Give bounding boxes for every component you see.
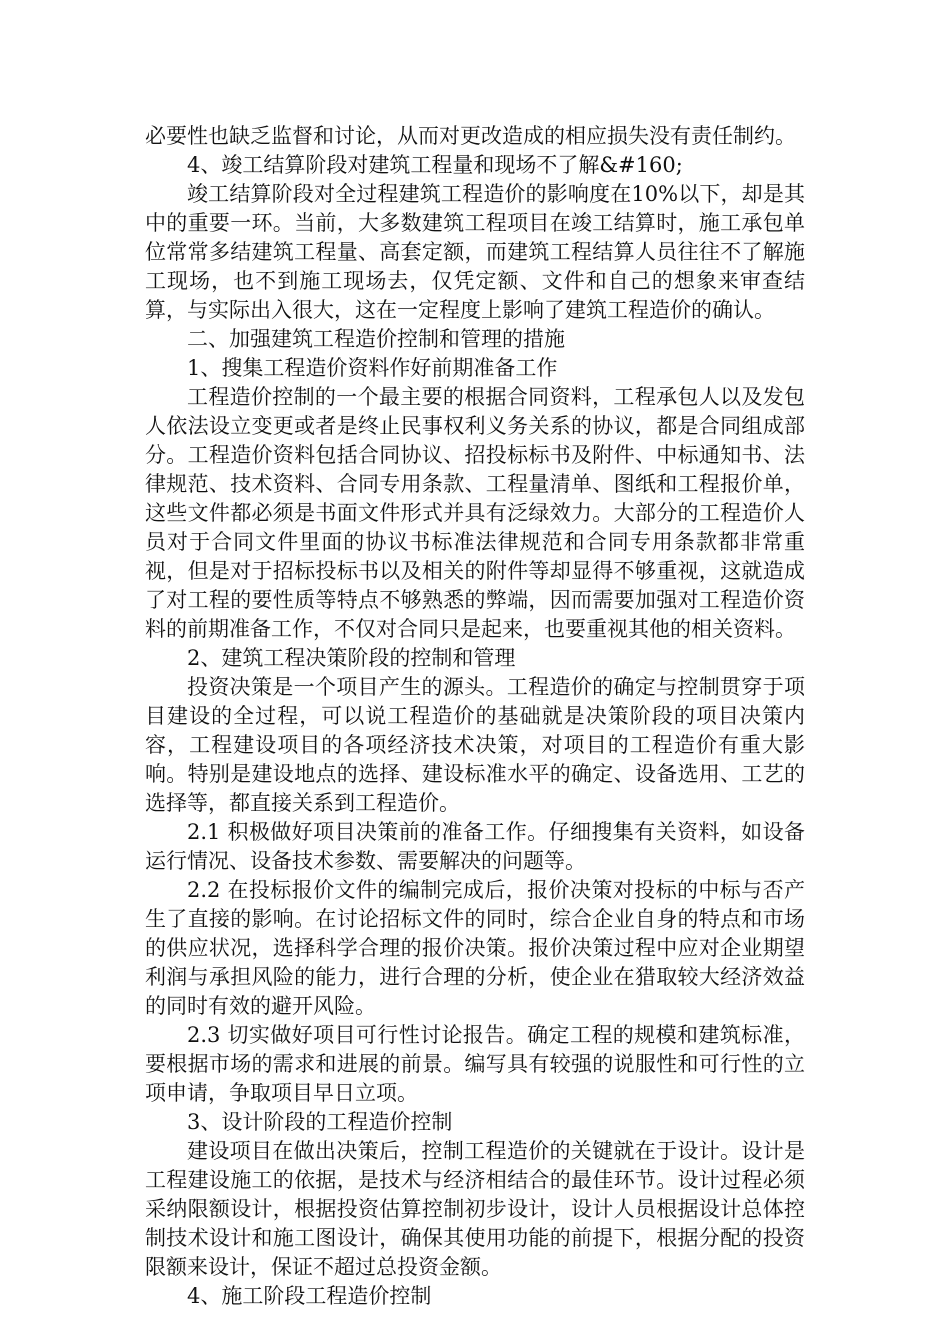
- document-page: [145, 122, 805, 1311]
- paragraph-2-3: 2.3 切实做好项目可行性讨论报告。确定工程的规模和建筑标准，要根据市场的需求和进展的前景。编写具有较强的说服性和可行性的立项申请，争取项目早日立项。: [145, 1023, 805, 1105]
- subsection-heading-construction-stage: 4、施工阶段工程造价控制: [187, 1284, 432, 1308]
- section-heading-completion-settlement: 4、竣工结算阶段对建筑工程量和现场不了解&#160;: [187, 153, 683, 177]
- paragraph-2-2: 2.2 在投标报价文件的编制完成后，报价决策对投标的中标与否产生了直接的影响。在讨论招标文件的同时，综合企业自身的特点和市场的供应状况，选择科学合理的报价决策。报价决策过程中应对企业期望利润与承担风险的能力，进行合理的分析，使企业在猎取较大经济效益的同时有效的避开风险。: [145, 878, 805, 1018]
- subsection-heading-design-stage: 3、设计阶段的工程造价控制: [187, 1110, 453, 1134]
- paragraph-continuation: 必要性也缺乏监督和讨论，从而对更改造成的相应损失没有责任制约。: [145, 124, 796, 148]
- paragraph-completion-settlement: 竣工结算阶段对全过程建筑工程造价的影响度在10%以下，却是其中的重要一环。当前，大多数建筑工程项目在竣工结算时，施工承包单位常常多结建筑工程量、高套定额，而建筑工程结算人员往往不了解施工现场，也不到施工现场去，仅凭定额、文件和自己的想象来审查结算，与实际出入很大，这在一定程度上影响了建筑工程造价的确认。: [145, 182, 805, 322]
- paragraph-investment-decision: 投资决策是一个项目产生的源头。工程造价的确定与控制贯穿于项目建设的全过程，可以说工程造价的基础就是决策阶段的项目决策内容，工程建设项目的各项经济技术决策，对项目的工程造价有重大影响。特别是建设地点的选择、建设标准水平的确定、设备选用、工艺的选择等，都直接关系到工程造价。: [145, 675, 805, 815]
- paragraph-contract-materials: 工程造价控制的一个最主要的根据合同资料，工程承包人以及发包人依法设立变更或者是终止民事权利义务关系的协议，都是合同组成部分。工程造价资料包括合同协议、招投标标书及附件、中标通知书、法律规范、技术资料、合同专用条款、工程量清单、图纸和工程报价单，这些文件都必须是书面文件形式并具有泛绿效力。大部分的工程造价人员对于合同文件里面的协议书标准法律规范和合同专用条款都非常重视，但是对于招标投标书以及相关的附件等却显得不够重视，这就造成了对工程的要性质等特点不够熟悉的弊端，因而需要加强对工程造价资料的前期准备工作，不仅对合同只是起来，也要重视其他的相关资料。: [145, 385, 805, 641]
- section-heading-measures: 二、加强建筑工程造价控制和管理的措施: [187, 327, 565, 351]
- paragraph-design-stage: 建设项目在做出决策后，控制工程造价的关键就在于设计。设计是工程建设施工的依据，是技术与经济相结合的最佳环节。设计过程必须采纳限额设计，根据投资估算控制初步设计，设计人员根据设计总体控制技术设计和施工图设计，确保其使用功能的前提下，根据分配的投资限额来设计，保证不超过总投资金额。: [145, 1139, 805, 1279]
- paragraph-2-1: 2.1 积极做好项目决策前的准备工作。仔细搜集有关资料，如设备运行情况、设备技术参数、需要解决的问题等。: [145, 820, 805, 873]
- subsection-heading-decision-stage: 2、建筑工程决策阶段的控制和管理: [187, 646, 516, 670]
- subsection-heading-collect-materials: 1、搜集工程造价资料作好前期准备工作: [187, 356, 558, 380]
